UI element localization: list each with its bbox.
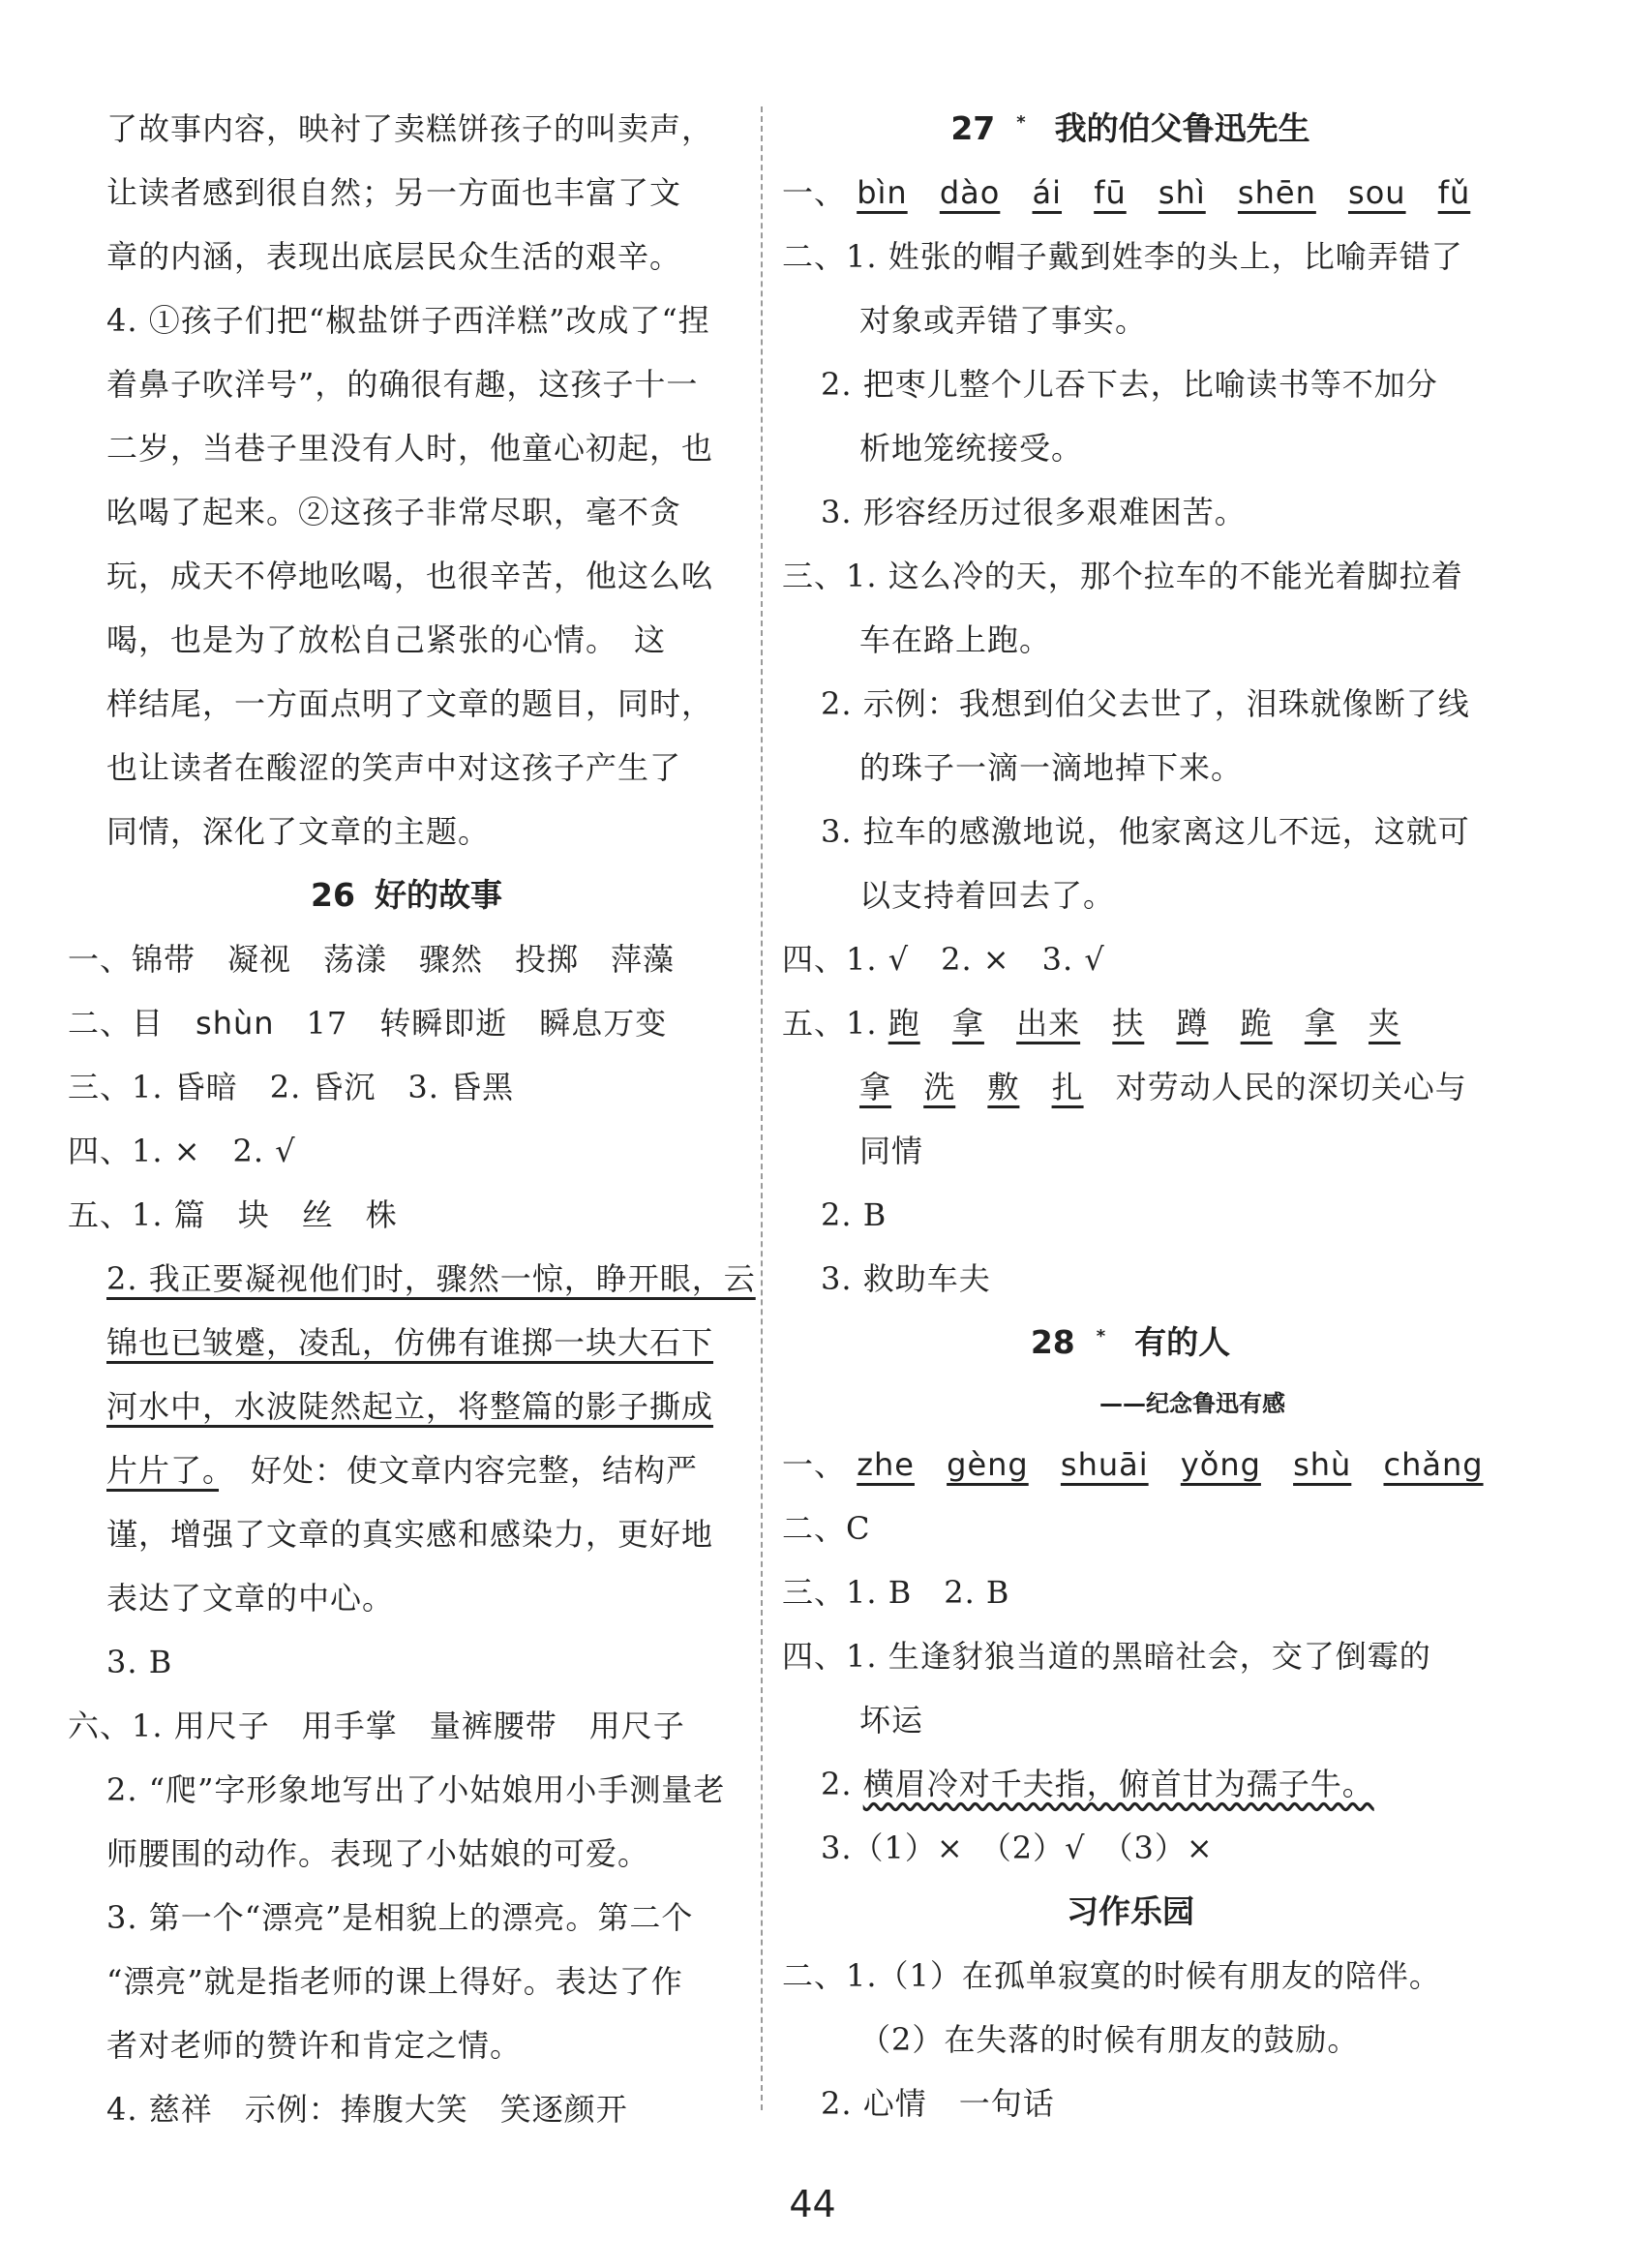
left-column xyxy=(68,97,756,2141)
answer-line: 3. B xyxy=(106,1644,173,1680)
star-mark: * xyxy=(1016,112,1026,133)
pinyin: fū xyxy=(1094,174,1127,211)
answer-line: 三、1. 这么冷的天，那个拉车的不能光着脚拉着 xyxy=(782,558,1463,594)
underlined-word: 拿 xyxy=(1304,1005,1337,1042)
answer-line: 4. 慈祥 示例：捧腹大笑 笑逐颜开 xyxy=(106,2091,628,2128)
answer-line: 二、1. 姓张的帽子戴到姓李的头上，比喻弄错了 xyxy=(782,238,1463,275)
section-subtitle: ——纪念鲁迅有感 xyxy=(1099,1390,1285,1417)
underlined-word: 蹲 xyxy=(1176,1005,1209,1042)
star-mark: * xyxy=(1096,1326,1106,1346)
underlined-word: 跑 xyxy=(888,1005,920,1042)
pinyin: fǔ xyxy=(1437,174,1471,211)
underlined-word: 拿 xyxy=(951,1005,984,1042)
answer-line: “漂亮”就是指老师的课上得好。表达了作 xyxy=(106,1963,683,2000)
answer-text: 2. xyxy=(821,1766,863,1802)
answer-line: 五、1. 篇 块 丝 株 xyxy=(68,1196,398,1233)
answer-line: 谨，增强了文章的真实感和感染力，更好地 xyxy=(106,1516,714,1553)
text-line: 4. ①孩子们把“椒盐饼子西洋糕”改成了“捏 xyxy=(106,302,710,339)
section-title-27 xyxy=(782,97,1479,161)
answer-line: 以支持着回去了。 xyxy=(859,877,1116,914)
answer-text: 一、 xyxy=(782,1446,847,1483)
section-number: 27 xyxy=(950,109,996,147)
answer-line xyxy=(782,1433,1484,1497)
answer-line xyxy=(68,1375,745,1438)
answer-line: 2. 心情 一句话 xyxy=(821,2085,1055,2122)
underlined-word: 扎 xyxy=(1051,1069,1084,1105)
answer-line xyxy=(68,1247,756,1311)
answer-text: 17 转瞬即逝 瞬息万变 xyxy=(274,1005,668,1042)
underlined-word: 敷 xyxy=(987,1069,1020,1105)
text-line: 章的内涵，表现出底层民众生活的艰辛。 xyxy=(106,238,682,275)
answer-line: 3. 拉车的感激地说，他家离这儿不远，这就可 xyxy=(821,813,1470,850)
underlined-word: 夹 xyxy=(1369,1005,1401,1042)
answer-line: 师腰围的动作。表现了小姑娘的可爱。 xyxy=(106,1835,650,1872)
answer-text: 对劳动人民的深切关心与 xyxy=(1115,1069,1467,1105)
underlined-word: 拿 xyxy=(859,1069,892,1105)
answer-line: 坏运 xyxy=(859,1702,924,1739)
section-title-28 xyxy=(782,1311,1479,1375)
text-line: 了故事内容，映衬了卖糕饼孩子的叫卖声， xyxy=(106,110,714,147)
pinyin: shùn xyxy=(196,1005,275,1042)
answer-line: 的珠子一滴一滴地掉下来。 xyxy=(859,749,1244,786)
underlined-word: 扶 xyxy=(1112,1005,1145,1042)
answer-line: 对象或弄错了事实。 xyxy=(859,302,1148,339)
answer-line: 3. 形容经历过很多艰难困苦。 xyxy=(821,494,1247,530)
pinyin: chǎng xyxy=(1383,1446,1484,1483)
right-column xyxy=(782,97,1484,2135)
underlined-text: 锦也已皱蹙，凌乱，仿佛有谁掷一块大石下 xyxy=(106,1324,714,1361)
pinyin: bìn xyxy=(857,174,908,211)
pinyin: sou xyxy=(1348,174,1406,211)
section-number: 28 xyxy=(1030,1323,1075,1361)
answer-text: 二、目 xyxy=(68,1005,196,1042)
pinyin: yǒng xyxy=(1180,1446,1261,1483)
answer-line: 车在路上跑。 xyxy=(859,621,1052,658)
text-line: 同情，深化了文章的主题。 xyxy=(106,813,491,850)
pinyin: dào xyxy=(939,174,1001,211)
text-line: 喝，也是为了放松自己紧张的心情。 这 xyxy=(106,621,667,658)
text-line: 着鼻子吹洋号”，的确很有趣，这孩子十一 xyxy=(106,366,699,403)
answer-text: 一、 xyxy=(782,174,847,211)
section-heading: 我的伯父鲁迅先生 xyxy=(1054,109,1310,147)
answer-line: 同情 xyxy=(859,1133,924,1169)
answer-line: 三、1. B 2. B xyxy=(782,1574,1010,1611)
underlined-text: 2. 我正要凝视他们时，骤然一惊，睁开眼，云 xyxy=(106,1260,756,1297)
answer-line: 三、1. 昏暗 2. 昏沉 3. 昏黑 xyxy=(68,1069,515,1105)
section-title-writing: 习作乐园 xyxy=(1067,1892,1194,1930)
answer-line: 2. 示例：我想到伯父去世了，泪珠就像断了线 xyxy=(821,685,1470,722)
answer-line: 六、1. 用尺子 用手掌 量裤腰带 用尺子 xyxy=(68,1708,685,1744)
answer-line xyxy=(782,991,1479,1055)
answer-line: 2. “爬”字形象地写出了小姑娘用小手测量老 xyxy=(106,1771,726,1808)
answer-line: 3. 第一个“漂亮”是相貌上的漂亮。第二个 xyxy=(106,1899,694,1936)
answer-line: 3.（1）× （2）√ （3）× xyxy=(821,1830,1214,1866)
answer-line: 表达了文章的中心。 xyxy=(106,1580,395,1617)
answer-text: 五、1. xyxy=(782,1005,888,1042)
underlined-word: 出来 xyxy=(1016,1005,1081,1042)
wavy-underlined-text: 横眉冷对千夫指，俯首甘为孺子牛。 xyxy=(862,1766,1374,1802)
pinyin: shēn xyxy=(1237,174,1316,211)
underlined-text: 片片了。 xyxy=(106,1452,220,1489)
answer-line: （2）在失落的时候有朋友的鼓励。 xyxy=(859,2021,1360,2058)
text-line: 玩，成天不停地吆喝，也很辛苦，他这么吆 xyxy=(106,558,714,594)
section-heading: 好的故事 xyxy=(374,876,502,914)
text-line: 样结尾，一方面点明了文章的题目，同时， xyxy=(106,685,714,722)
answer-line: 析地笼统接受。 xyxy=(859,430,1084,467)
pinyin: shù xyxy=(1293,1446,1352,1483)
answer-line: 四、1. × 2. √ xyxy=(68,1133,296,1169)
answer-line xyxy=(68,1311,745,1375)
answer-line xyxy=(782,1752,1479,1816)
pinyin: gèng xyxy=(947,1446,1029,1483)
pinyin: shì xyxy=(1158,174,1206,211)
underlined-word: 洗 xyxy=(923,1069,956,1105)
answer-line: 2. 把枣儿整个儿吞下去，比喻读书等不加分 xyxy=(821,366,1438,403)
text-line: 二岁，当巷子里没有人时，他童心初起，也 xyxy=(106,430,714,467)
section-heading: 有的人 xyxy=(1134,1323,1231,1361)
answer-line: 一、锦带 凝视 荡漾 骤然 投掷 萍藻 xyxy=(68,941,676,978)
answer-line: 者对老师的赞许和肯定之情。 xyxy=(106,2027,523,2064)
pinyin: shuāi xyxy=(1060,1446,1149,1483)
text-line: 让读者感到很自然；另一方面也丰富了文 xyxy=(106,174,682,211)
text-line: 吆喝了起来。②这孩子非常尽职，毫不贪 xyxy=(106,494,682,530)
answer-line: 二、1.（1）在孤单寂寞的时候有朋友的陪伴。 xyxy=(782,1957,1441,1994)
answer-line: 3. 救助车夫 xyxy=(821,1260,991,1297)
answer-line: 四、1. √ 2. × 3. √ xyxy=(782,941,1105,978)
answer-line: 四、1. 生逢豺狼当道的黑暗社会，交了倒霉的 xyxy=(782,1638,1431,1675)
section-number: 26 xyxy=(311,876,355,914)
answer-text: 好处：使文章内容完整，结构严 xyxy=(219,1452,699,1489)
underlined-text: 河水中，水波陡然起立，将整篇的影子撕成 xyxy=(106,1388,714,1425)
section-title-26 xyxy=(68,863,745,927)
answer-line xyxy=(782,1055,1479,1119)
answer-line xyxy=(68,991,745,1055)
text-line: 也让读者在酸涩的笑声中对这孩子产生了 xyxy=(106,749,682,786)
answer-line: 2. B xyxy=(821,1196,888,1233)
pinyin: zhe xyxy=(857,1446,915,1483)
underlined-word: 跪 xyxy=(1240,1005,1273,1042)
answer-line: 二、C xyxy=(782,1510,871,1547)
page-number: 44 xyxy=(789,2183,836,2225)
column-divider xyxy=(761,106,763,2110)
answer-line xyxy=(782,161,1479,225)
answer-line xyxy=(68,1438,745,1502)
pinyin: ái xyxy=(1032,174,1063,211)
